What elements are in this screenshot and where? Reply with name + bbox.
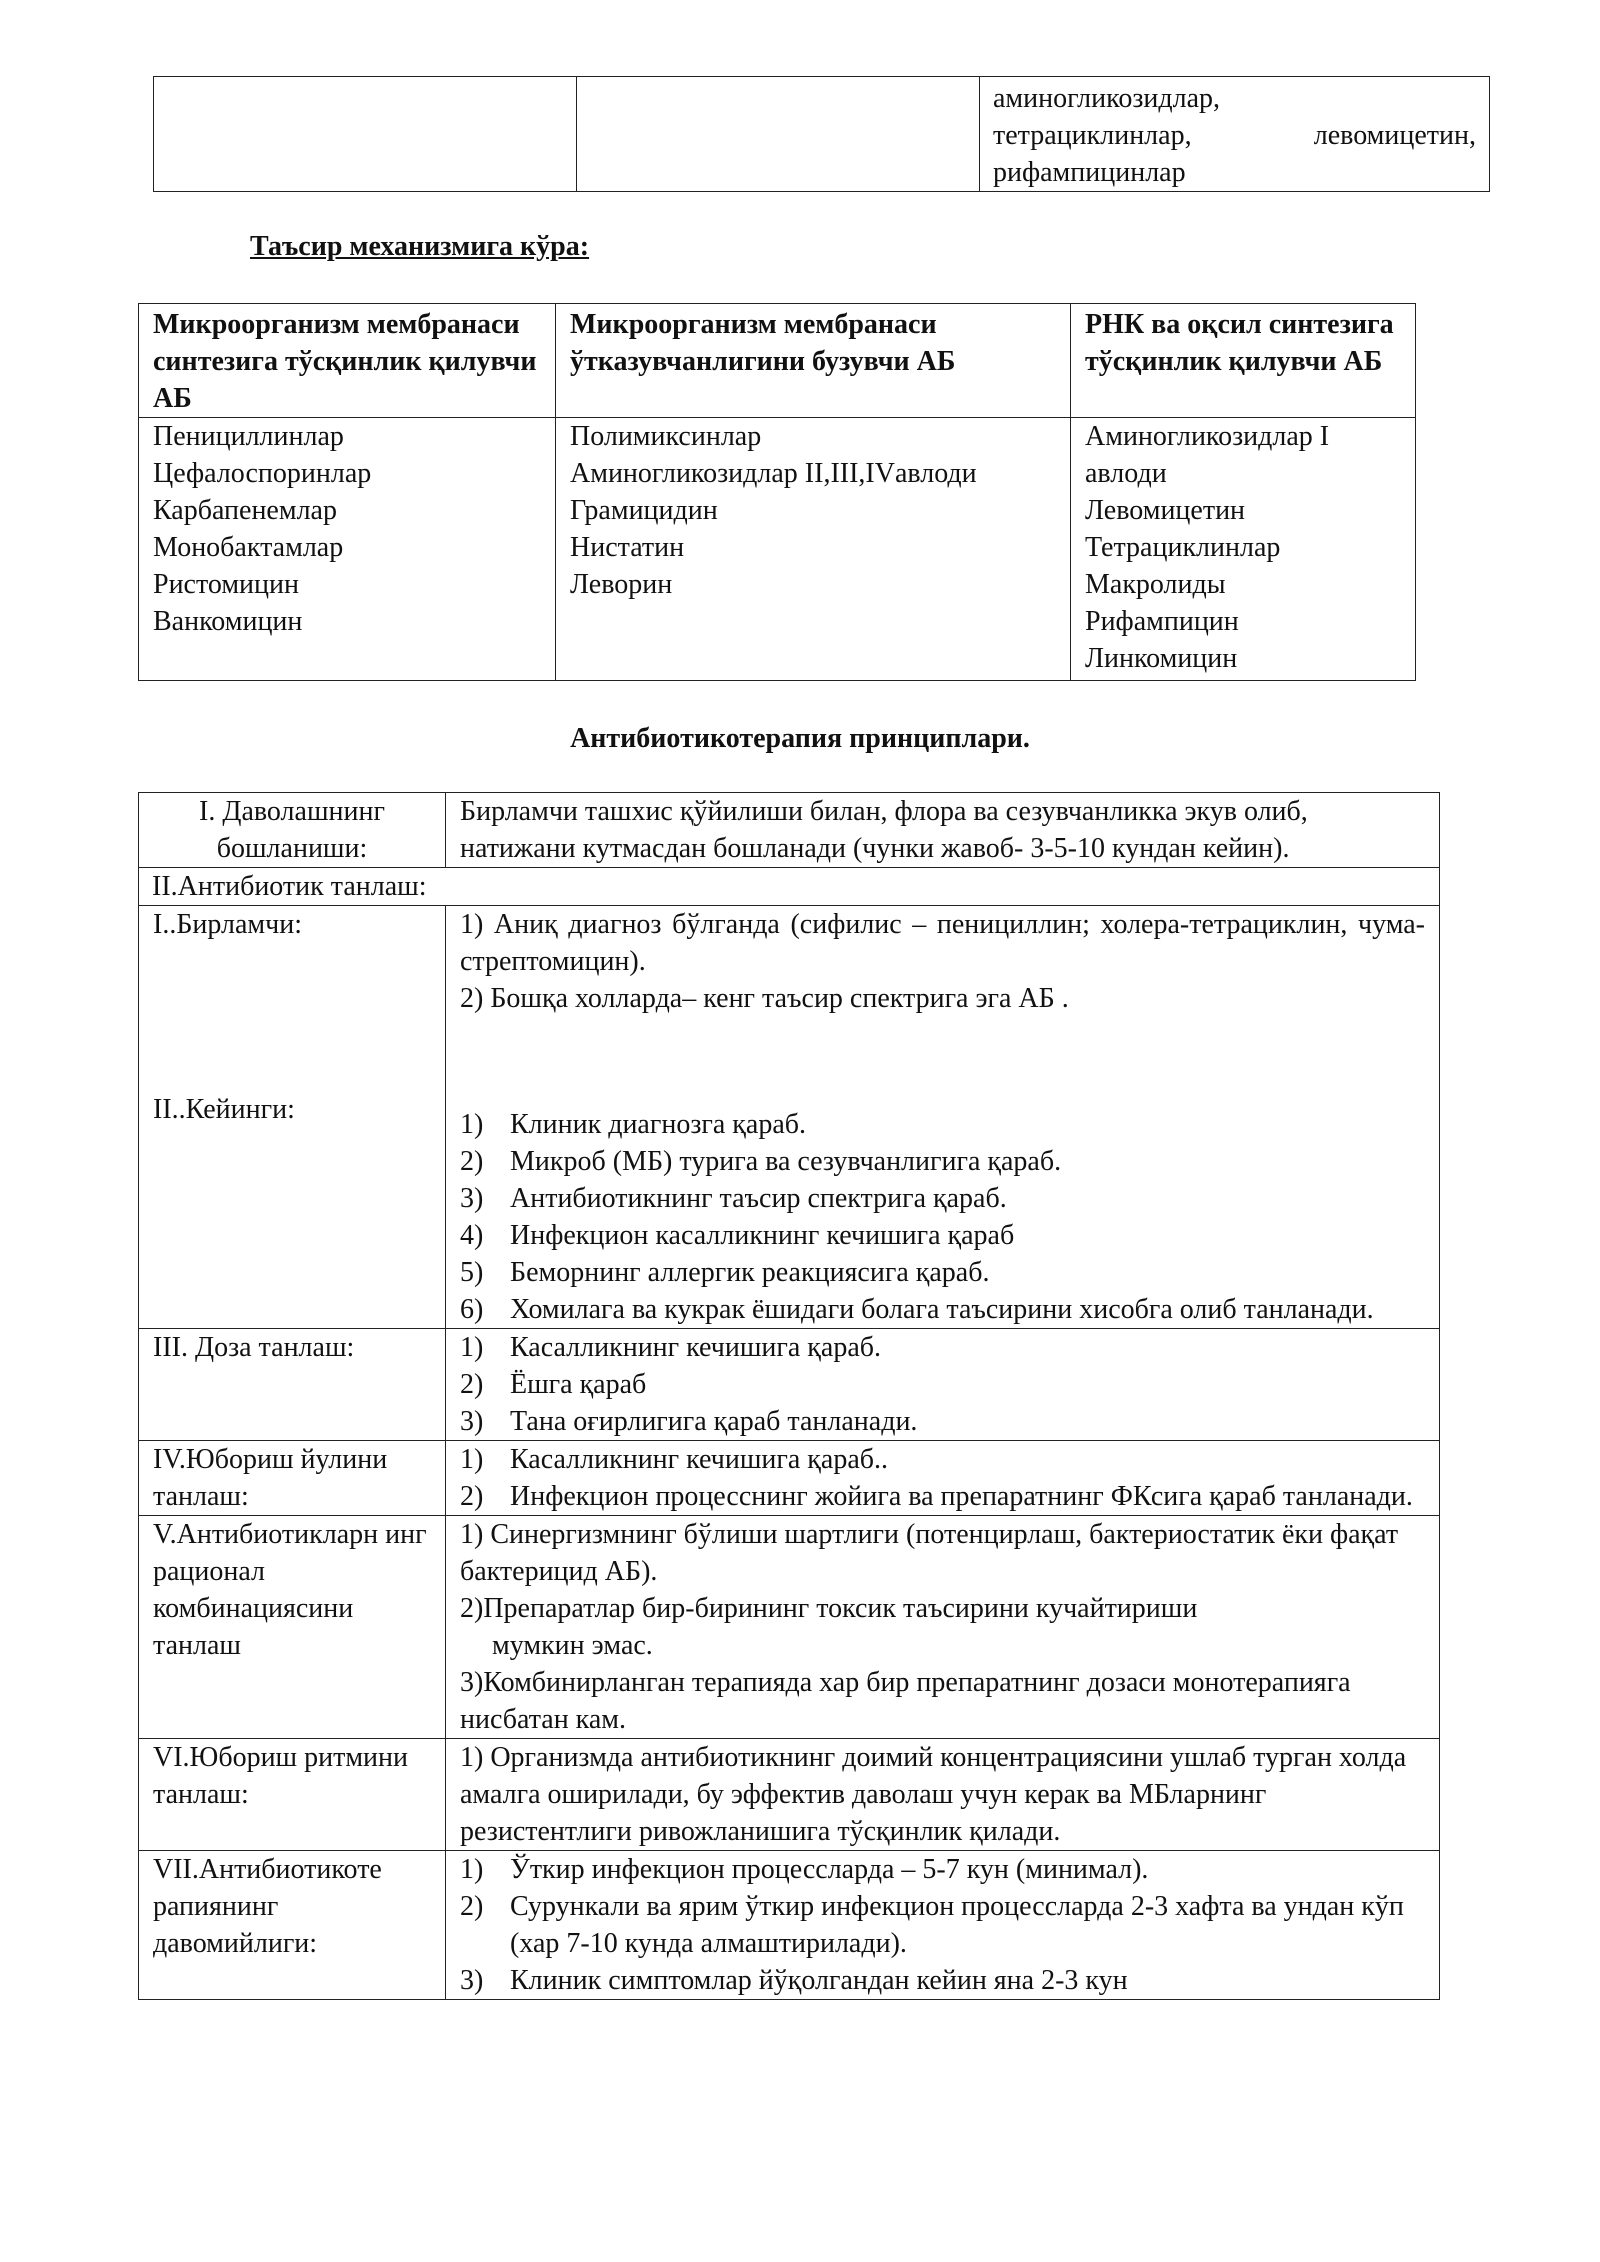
mechanism-header-1: Микроорганизм мембранаси синтезига тўсқинлик қилувчи АБ	[139, 304, 556, 418]
list-item: 2) Микроб (МБ) турига ва сезувчанлигига қараб.	[460, 1146, 1062, 1177]
mechanism-header-3: РНК ва оқсил синтезига тўсқинлик қилувчи АБ	[1071, 304, 1416, 418]
mechanism-col-3	[1071, 418, 1416, 681]
row-content	[446, 1329, 1440, 1441]
row-label: VI.Юбориш ритмини танлаш:	[139, 1739, 446, 1851]
list-item: 1) Клиник диагнозга қараб.	[460, 1109, 807, 1140]
paragraph: 2) Бошқа холларда– кенг таъсир спектрига эга АБ .	[460, 983, 1069, 1014]
principles-heading: Антибиотикотерапия принциплари.	[570, 723, 1030, 754]
list-item: 1) Ўткир инфекцион процессларда – 5-7 кун (минимал).	[460, 1854, 1149, 1885]
mechanism-header-row	[139, 304, 1416, 418]
drug-item: Полимиксинлар	[570, 421, 762, 452]
drug-item: Левомицетин	[1085, 495, 1246, 526]
mechanism-header-2: Микроорганизм мембранаси ўтказувчанлигини бузувчи АБ	[556, 304, 1071, 418]
drug-item: Леворин	[570, 569, 673, 600]
drug-item: Аминогликозидлар II,III,IVавлоди	[570, 458, 977, 489]
row-content: Бирламчи ташхис қўйилиши билан, флора ва сезувчанликка экув олиб, натижани кутмасдан бошланади (чунки жавоб- 3-5-10 кундан кейин).	[446, 793, 1440, 868]
principles-row	[139, 1739, 1440, 1851]
top-cell-word: тетрациклинлар,	[993, 120, 1192, 151]
list-item: 6) Хомилага ва кукрак ёшидаги болага таъсирини хисобга олиб танланади.	[460, 1294, 1374, 1325]
top-cell-line	[993, 117, 1476, 154]
paragraph: 1) Аниқ диагноз бўлганда (сифилис – пенициллин; холера-тетрациклин, чума-стрептомицин).	[460, 909, 1425, 977]
row-content	[446, 906, 1440, 1329]
list-item: 5) Беморнинг аллергик реакциясига қараб.	[460, 1257, 990, 1288]
list-item: 1) Касалликнинг кечишига қараб..	[460, 1444, 889, 1475]
row-label: VII.Антибиотикоте рапиянинг давомийлиги:	[139, 1851, 446, 2000]
numbered-list	[460, 1329, 1425, 1440]
row-content	[446, 1851, 1440, 2000]
top-table-cell-3	[980, 77, 1490, 192]
drug-item: Ристомицин	[153, 569, 299, 600]
mechanism-col-1	[139, 418, 556, 681]
paragraph: 3)Комбинирланган терапияда хар бир препаратнинг дозаси монотерапияга нисбатан кам.	[460, 1667, 1351, 1735]
drug-item: Монобактамлар	[153, 532, 344, 563]
paragraph: мумкин эмас.	[492, 1630, 653, 1661]
principles-row	[139, 1516, 1440, 1739]
list-item: 2) Инфекцион процесснинг жойига ва препаратнинг ФКсига қараб танланади.	[460, 1481, 1413, 1512]
row-label: V.Антибиотикларн инг рационал комбинациясини танлаш	[139, 1516, 446, 1739]
top-cell-line: аминогликозидлар,	[993, 83, 1221, 114]
principles-row	[139, 868, 1440, 906]
drug-item: Карбапенемлар	[153, 495, 337, 526]
paragraph: 2)Препаратлар бир-бирининг токсик таъсирини кучайтириши	[460, 1593, 1198, 1624]
row-content: 1) Организмда антибиотикнинг доимий концентрациясини ушлаб турган холда амалга оширилади, бу эффектив даволаш учун керак ва МБларнинг резистентлиги ривожланишига тўсқинлик қилади.	[446, 1739, 1440, 1851]
principles-table	[138, 792, 1440, 2000]
sub-label: I..Бирламчи:	[153, 909, 302, 940]
numbered-list	[460, 1851, 1425, 1999]
list-item: 2) Сурункали ва ярим ўткир инфекцион процессларда 2-3 хафта ва ундан кўп (хар 7-10 кунда алмаштирилади).	[460, 1891, 1404, 1959]
mechanism-heading: Таъсир механизмига кўра:	[250, 231, 590, 262]
top-table-cell-1	[154, 77, 577, 192]
drug-item: Грамицидин	[570, 495, 718, 526]
drug-item: Макролиды	[1085, 569, 1226, 600]
drug-item: Линкомицин	[1085, 643, 1238, 674]
drug-item: Рифампицин	[1085, 606, 1239, 637]
row-label: I. Даволашнинг бошланиши:	[139, 793, 446, 868]
list-item: 3) Антибиотикнинг таъсир спектрига қараб.	[460, 1183, 1007, 1214]
mechanism-table	[138, 303, 1416, 681]
principles-row	[139, 793, 1440, 868]
top-cell-line: рифампицинлар	[993, 157, 1186, 188]
drug-item: Пенициллинлар	[153, 421, 344, 452]
drug-item: Ванкомицин	[153, 606, 303, 637]
row-label: III. Доза танлаш:	[139, 1329, 446, 1441]
row-label: II.Антибиотик танлаш:	[139, 868, 1440, 906]
drug-item: Тетрациклинлар	[1085, 532, 1281, 563]
sub-label: II..Кейинги:	[153, 1094, 295, 1125]
row-content	[446, 1516, 1440, 1739]
paragraph: 1) Синергизмнинг бўлиши шартлиги (потенцирлаш, бактериостатик ёки фақат бактерицид АБ).	[460, 1519, 1399, 1587]
numbered-list	[460, 1441, 1425, 1515]
mechanism-body-row	[139, 418, 1416, 681]
list-item: 2) Ёшга қараб	[460, 1369, 647, 1400]
drug-item: Аминогликозидлар I авлоди	[1085, 421, 1330, 489]
numbered-list	[460, 1106, 1425, 1328]
top-table	[153, 76, 1490, 192]
list-item: 3) Клиник симптомлар йўқолгандан кейин яна 2-3 кун	[460, 1965, 1128, 1996]
list-item: 4) Инфекцион касалликнинг кечишига қараб	[460, 1220, 1015, 1251]
list-item: 1) Касалликнинг кечишига қараб.	[460, 1332, 882, 1363]
mechanism-col-2	[556, 418, 1071, 681]
principles-row	[139, 1851, 1440, 2000]
list-item: 3) Тана оғирлигига қараб танланади.	[460, 1406, 918, 1437]
drug-item: Нистатин	[570, 532, 685, 563]
drug-item: Цефалоспоринлар	[153, 458, 372, 489]
principles-row	[139, 1441, 1440, 1516]
top-cell-word: левомицетин,	[1313, 120, 1476, 151]
top-table-cell-2	[577, 77, 980, 192]
row-label	[139, 906, 446, 1329]
principles-row	[139, 1329, 1440, 1441]
row-label: IV.Юбориш йулини танлаш:	[139, 1441, 446, 1516]
principles-row	[139, 906, 1440, 1329]
row-content	[446, 1441, 1440, 1516]
